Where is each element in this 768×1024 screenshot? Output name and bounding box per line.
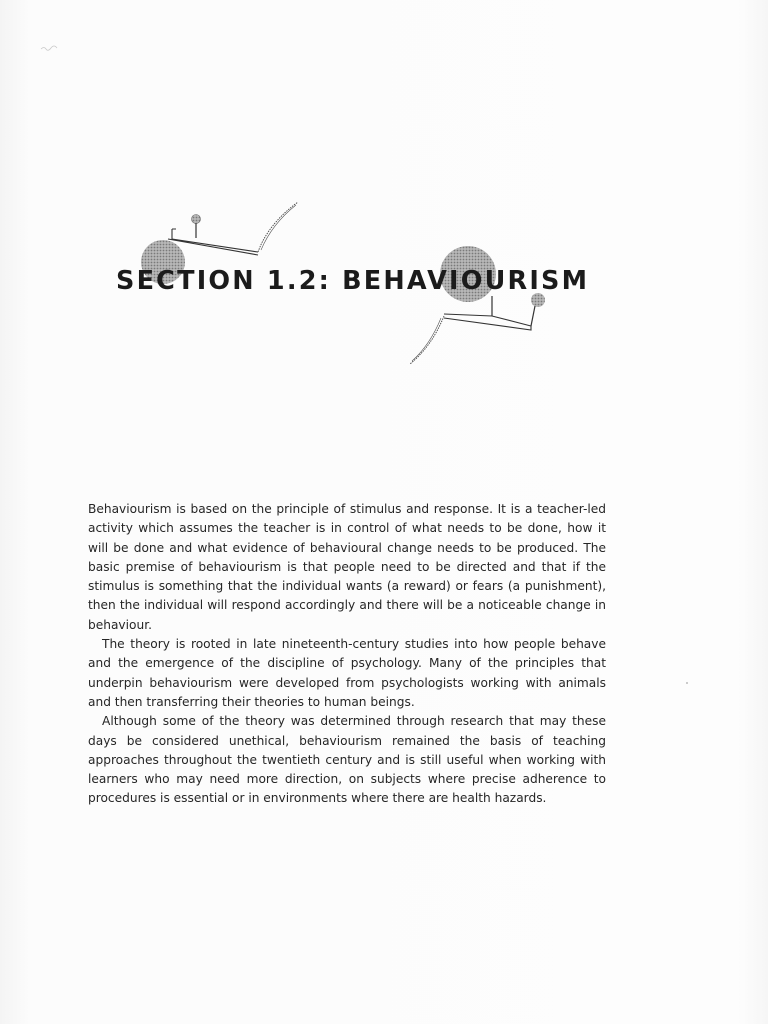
molecule-decoration-icon: [0, 0, 768, 400]
scan-speck: [686, 682, 688, 684]
paragraph-1: Behaviourism is based on the principle of stimulus and response. It is a teacher-led activity which assumes the teacher is in control of what needs to be done, how it will be done and what evidence of behavioural change needs to be produced. The basic premise of behaviourism is that people need to be directed and that if the stimulus is something that the individual wants (a reward) or fears (a punishment), then the individual will respond accordingly and there will be a noticeable change in behaviour.: [88, 502, 606, 632]
body-text: [88, 500, 606, 809]
paragraph-3: Although some of the theory was determined through research that may these days be considered unethical, behaviourism remained the basis of teaching approaches throughout the twentieth century and is still useful when working with learners who may need more direction, on subjects where precise adherence to procedures is essential or in environments where there are health hazards.: [88, 714, 606, 806]
paragraph-2: The theory is rooted in late nineteenth-century studies into how people behave and the emergence of the discipline of psychology. Many of the principles that underpin behaviourism were developed from psychologists working with animals and then transferring their theories to human beings.: [88, 637, 606, 709]
small-node-left: [192, 215, 201, 224]
section-title: SECTION 1.2: BEHAVIOURISM: [116, 266, 590, 296]
